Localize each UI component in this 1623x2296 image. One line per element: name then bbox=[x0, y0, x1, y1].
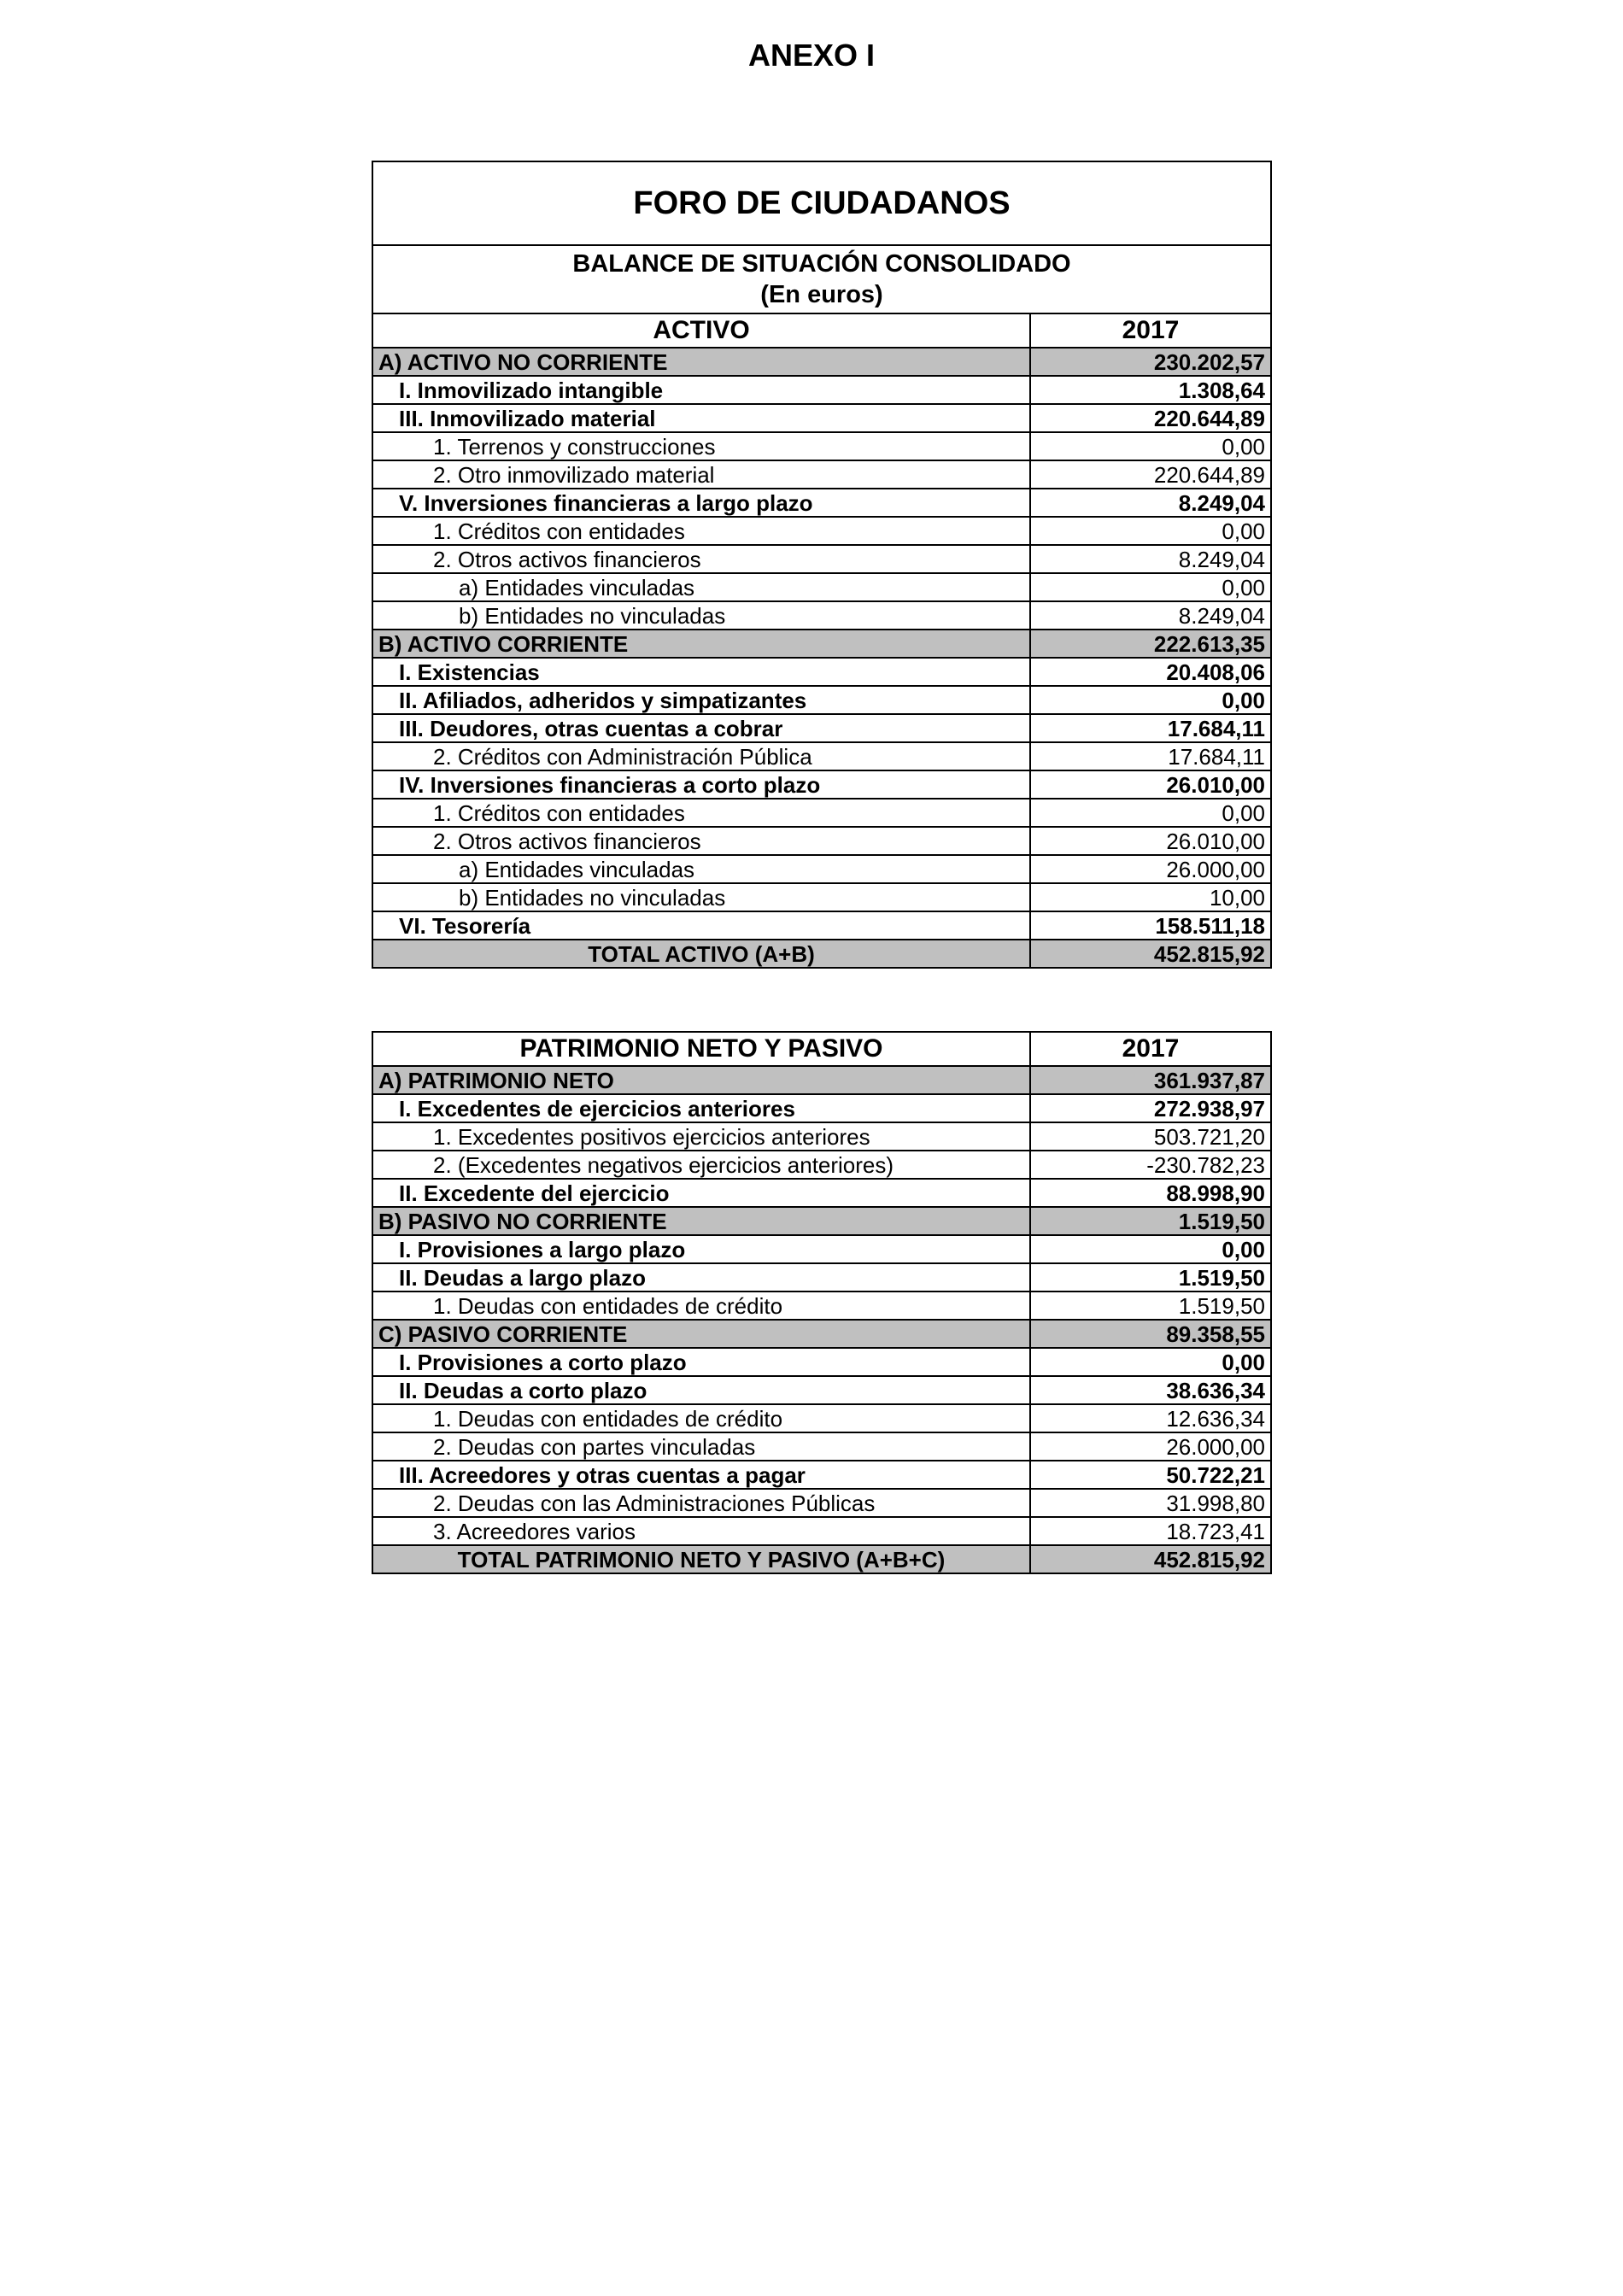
row-value: 0,00 bbox=[1030, 686, 1271, 714]
row-value: 272.938,97 bbox=[1030, 1094, 1271, 1122]
row-label: 2. Otros activos financieros bbox=[372, 545, 1030, 573]
activo-header-row bbox=[372, 313, 1271, 348]
pasivo-row bbox=[372, 1376, 1271, 1404]
pasivo-row bbox=[372, 1489, 1271, 1517]
org-name: FORO DE CIUDADANOS bbox=[372, 161, 1271, 245]
pasivo-row bbox=[372, 1235, 1271, 1263]
row-label: 2. Otros activos financieros bbox=[372, 827, 1030, 855]
row-value: 220.644,89 bbox=[1030, 460, 1271, 489]
pasivo-row-c bbox=[372, 1320, 1271, 1348]
row-label: C) PASIVO CORRIENTE bbox=[372, 1320, 1030, 1348]
activo-row bbox=[372, 770, 1271, 799]
row-label: V. Inversiones financieras a largo plazo bbox=[372, 489, 1030, 517]
row-label: I. Provisiones a largo plazo bbox=[372, 1235, 1030, 1263]
row-label: II. Deudas a corto plazo bbox=[372, 1376, 1030, 1404]
currency-note: (En euros) bbox=[760, 281, 883, 308]
pasivo-total-row bbox=[372, 1545, 1271, 1573]
row-label: 2. (Excedentes negativos ejercicios anteriores) bbox=[372, 1151, 1030, 1179]
activo-row bbox=[372, 376, 1271, 404]
row-label: 1. Créditos con entidades bbox=[372, 517, 1030, 545]
row-label: a) Entidades vinculadas bbox=[372, 855, 1030, 883]
row-label: I. Inmovilizado intangible bbox=[372, 376, 1030, 404]
row-value: 8.249,04 bbox=[1030, 489, 1271, 517]
activo-row bbox=[372, 883, 1271, 911]
pasivo-row bbox=[372, 1404, 1271, 1432]
annex-heading: ANEXO I bbox=[747, 38, 876, 73]
pasivo-row-b bbox=[372, 1207, 1271, 1235]
row-value: 17.684,11 bbox=[1030, 742, 1271, 770]
activo-row bbox=[372, 460, 1271, 489]
row-value: 31.998,80 bbox=[1030, 1489, 1271, 1517]
activo-header-label: ACTIVO bbox=[372, 313, 1030, 348]
total-value: 452.815,92 bbox=[1030, 940, 1271, 968]
row-label: II. Excedente del ejercicio bbox=[372, 1179, 1030, 1207]
row-value: 1.519,50 bbox=[1030, 1263, 1271, 1292]
row-value: 50.722,21 bbox=[1030, 1461, 1271, 1489]
row-label: 2. Otro inmovilizado material bbox=[372, 460, 1030, 489]
row-label: 1. Créditos con entidades bbox=[372, 799, 1030, 827]
activo-row bbox=[372, 911, 1271, 940]
row-value: 0,00 bbox=[1030, 1235, 1271, 1263]
row-label: 1. Deudas con entidades de crédito bbox=[372, 1404, 1030, 1432]
activo-row bbox=[372, 489, 1271, 517]
statement-subtitle bbox=[372, 245, 1271, 313]
row-label: B) PASIVO NO CORRIENTE bbox=[372, 1207, 1030, 1235]
row-value: 88.998,90 bbox=[1030, 1179, 1271, 1207]
activo-header-year: 2017 bbox=[1030, 313, 1271, 348]
row-label: VI. Tesorería bbox=[372, 911, 1030, 940]
row-label: 3. Acreedores varios bbox=[372, 1517, 1030, 1545]
row-label: I. Provisiones a corto plazo bbox=[372, 1348, 1030, 1376]
row-label: I. Existencias bbox=[372, 658, 1030, 686]
row-label: b) Entidades no vinculadas bbox=[372, 883, 1030, 911]
row-label: A) ACTIVO NO CORRIENTE bbox=[372, 348, 1030, 376]
activo-row bbox=[372, 714, 1271, 742]
activo-row bbox=[372, 601, 1271, 630]
activo-row bbox=[372, 827, 1271, 855]
org-title-row bbox=[372, 161, 1271, 245]
row-value: 18.723,41 bbox=[1030, 1517, 1271, 1545]
row-label: I. Excedentes de ejercicios anteriores bbox=[372, 1094, 1030, 1122]
row-value: 20.408,06 bbox=[1030, 658, 1271, 686]
pasivo-row bbox=[372, 1179, 1271, 1207]
row-value: 1.308,64 bbox=[1030, 376, 1271, 404]
statement-title: BALANCE DE SITUACIÓN CONSOLIDADO bbox=[572, 250, 1071, 278]
pasivo-row bbox=[372, 1432, 1271, 1461]
row-value: 10,00 bbox=[1030, 883, 1271, 911]
row-value: 0,00 bbox=[1030, 432, 1271, 460]
total-label: TOTAL ACTIVO (A+B) bbox=[372, 940, 1030, 968]
row-label: 2. Créditos con Administración Pública bbox=[372, 742, 1030, 770]
pasivo-row bbox=[372, 1151, 1271, 1179]
pasivo-header-label: PATRIMONIO NETO Y PASIVO bbox=[372, 1032, 1030, 1066]
row-label: b) Entidades no vinculadas bbox=[372, 601, 1030, 630]
row-label: 1. Deudas con entidades de crédito bbox=[372, 1292, 1030, 1320]
row-value: 1.519,50 bbox=[1030, 1207, 1271, 1235]
pasivo-row bbox=[372, 1517, 1271, 1545]
row-value: 12.636,34 bbox=[1030, 1404, 1271, 1432]
activo-row bbox=[372, 686, 1271, 714]
row-value: 1.519,50 bbox=[1030, 1292, 1271, 1320]
pasivo-row bbox=[372, 1461, 1271, 1489]
pasivo-row bbox=[372, 1348, 1271, 1376]
row-value: 26.000,00 bbox=[1030, 855, 1271, 883]
row-label: II. Deudas a largo plazo bbox=[372, 1263, 1030, 1292]
activo-total-row bbox=[372, 940, 1271, 968]
row-value: 0,00 bbox=[1030, 517, 1271, 545]
row-value: -230.782,23 bbox=[1030, 1151, 1271, 1179]
row-value: 222.613,35 bbox=[1030, 630, 1271, 658]
row-value: 0,00 bbox=[1030, 1348, 1271, 1376]
row-value: 26.000,00 bbox=[1030, 1432, 1271, 1461]
pasivo-header-row bbox=[372, 1032, 1271, 1066]
pasivo-header-year: 2017 bbox=[1030, 1032, 1271, 1066]
total-label: TOTAL PATRIMONIO NETO Y PASIVO (A+B+C) bbox=[372, 1545, 1030, 1573]
row-value: 361.937,87 bbox=[1030, 1066, 1271, 1094]
row-value: 17.684,11 bbox=[1030, 714, 1271, 742]
row-label: A) PATRIMONIO NETO bbox=[372, 1066, 1030, 1094]
pasivo-row-a bbox=[372, 1066, 1271, 1094]
row-label: 2. Deudas con partes vinculadas bbox=[372, 1432, 1030, 1461]
activo-row bbox=[372, 432, 1271, 460]
subtitle-row bbox=[372, 245, 1271, 313]
activo-row bbox=[372, 545, 1271, 573]
row-value: 89.358,55 bbox=[1030, 1320, 1271, 1348]
activo-table bbox=[372, 161, 1272, 969]
row-label: a) Entidades vinculadas bbox=[372, 573, 1030, 601]
row-label: IV. Inversiones financieras a corto plazo bbox=[372, 770, 1030, 799]
row-label: III. Acreedores y otras cuentas a pagar bbox=[372, 1461, 1030, 1489]
row-value: 503.721,20 bbox=[1030, 1122, 1271, 1151]
activo-row bbox=[372, 573, 1271, 601]
row-value: 26.010,00 bbox=[1030, 770, 1271, 799]
activo-row bbox=[372, 658, 1271, 686]
row-label: II. Afiliados, adheridos y simpatizantes bbox=[372, 686, 1030, 714]
total-value: 452.815,92 bbox=[1030, 1545, 1271, 1573]
row-value: 0,00 bbox=[1030, 799, 1271, 827]
row-label: 2. Deudas con las Administraciones Públicas bbox=[372, 1489, 1030, 1517]
row-value: 158.511,18 bbox=[1030, 911, 1271, 940]
pasivo-row bbox=[372, 1122, 1271, 1151]
activo-row bbox=[372, 742, 1271, 770]
row-label: 1. Terrenos y construcciones bbox=[372, 432, 1030, 460]
pasivo-row bbox=[372, 1292, 1271, 1320]
row-value: 26.010,00 bbox=[1030, 827, 1271, 855]
row-value: 220.644,89 bbox=[1030, 404, 1271, 432]
activo-row-b bbox=[372, 630, 1271, 658]
row-label: 1. Excedentes positivos ejercicios anteriores bbox=[372, 1122, 1030, 1151]
row-value: 8.249,04 bbox=[1030, 601, 1271, 630]
row-value: 0,00 bbox=[1030, 573, 1271, 601]
row-label: III. Deudores, otras cuentas a cobrar bbox=[372, 714, 1030, 742]
activo-row bbox=[372, 799, 1271, 827]
activo-row bbox=[372, 404, 1271, 432]
pasivo-table bbox=[372, 1031, 1272, 1574]
pasivo-row bbox=[372, 1094, 1271, 1122]
activo-row bbox=[372, 517, 1271, 545]
row-label: B) ACTIVO CORRIENTE bbox=[372, 630, 1030, 658]
row-value: 38.636,34 bbox=[1030, 1376, 1271, 1404]
pasivo-row bbox=[372, 1263, 1271, 1292]
row-value: 8.249,04 bbox=[1030, 545, 1271, 573]
row-value: 230.202,57 bbox=[1030, 348, 1271, 376]
activo-row bbox=[372, 855, 1271, 883]
activo-row-a bbox=[372, 348, 1271, 376]
row-label: III. Inmovilizado material bbox=[372, 404, 1030, 432]
